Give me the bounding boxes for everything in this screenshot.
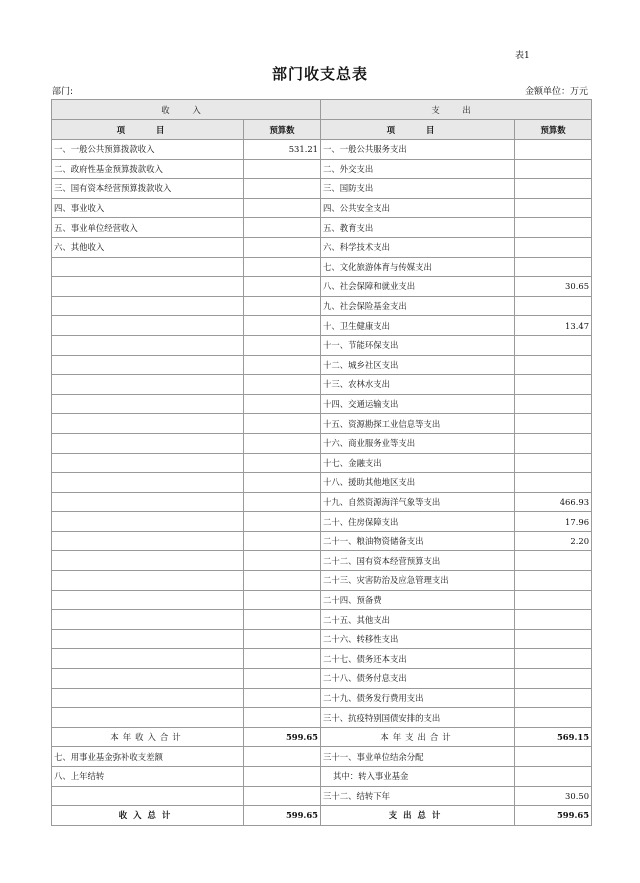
expense-amount-cell xyxy=(515,473,592,493)
expense-item-cell: 七、文化旅游体育与传媒支出 xyxy=(321,257,515,277)
income-item-header: 项 目 xyxy=(52,120,244,140)
expense-item-cell: 二十八、债务付息支出 xyxy=(321,669,515,689)
unit-label: 金额单位：万元 xyxy=(524,87,588,97)
income-amount-cell xyxy=(244,492,321,512)
expense-item-cell: 五、教育支出 xyxy=(321,218,515,238)
expense-item-cell: 十、卫生健康支出 xyxy=(321,316,515,336)
revenue-expenditure-table xyxy=(51,99,592,826)
expense-amount-cell xyxy=(515,708,592,728)
income-group-header: 收 入 xyxy=(52,100,321,120)
department-label: 部门: xyxy=(52,87,74,97)
column-header-row xyxy=(52,120,592,140)
table-row xyxy=(52,649,592,669)
income-amount-cell xyxy=(244,629,321,649)
income-item-cell xyxy=(52,512,244,532)
table-row xyxy=(52,140,592,160)
table-row xyxy=(52,492,592,512)
income-amount-cell xyxy=(244,531,321,551)
income-amount-cell xyxy=(244,296,321,316)
table-row xyxy=(52,159,592,179)
table-row xyxy=(52,610,592,630)
expense-amount-cell xyxy=(515,767,592,787)
income-amount-cell xyxy=(244,237,321,257)
table-row xyxy=(52,551,592,571)
table-row xyxy=(52,316,592,336)
table-row xyxy=(52,531,592,551)
expense-item-cell: 十四、交通运输支出 xyxy=(321,394,515,414)
table-row xyxy=(52,198,592,218)
expense-amount-cell xyxy=(515,394,592,414)
income-item-cell xyxy=(52,277,244,297)
expense-item-cell: 八、社会保障和就业支出 xyxy=(321,277,515,297)
income-item-cell: 六、其他收入 xyxy=(52,237,244,257)
expense-item-cell: 十一、节能环保支出 xyxy=(321,335,515,355)
expense-item-cell: 二十四、预备费 xyxy=(321,590,515,610)
income-item-cell xyxy=(52,786,244,806)
income-item-cell xyxy=(52,394,244,414)
expense-item-cell: 十八、援助其他地区支出 xyxy=(321,473,515,493)
expense-item-cell: 三、国防支出 xyxy=(321,179,515,199)
income-item-cell xyxy=(52,551,244,571)
expense-amount-cell xyxy=(515,453,592,473)
expense-item-cell: 十九、自然资源海洋气象等支出 xyxy=(321,492,515,512)
income-item-cell xyxy=(52,590,244,610)
table-row xyxy=(52,335,592,355)
expense-amount-cell: 17.96 xyxy=(515,512,592,532)
income-amount-cell xyxy=(244,433,321,453)
expense-item-cell: 十七、金融支出 xyxy=(321,453,515,473)
table-row xyxy=(52,708,592,728)
income-amount-cell xyxy=(244,453,321,473)
income-amount-cell xyxy=(244,590,321,610)
income-item-cell: 一、一般公共预算拨款收入 xyxy=(52,140,244,160)
income-item-cell xyxy=(52,296,244,316)
income-item-cell xyxy=(52,375,244,395)
expense-item-cell: 九、社会保险基金支出 xyxy=(321,296,515,316)
expense-amount-cell xyxy=(515,140,592,160)
income-item-cell xyxy=(52,669,244,689)
table-row xyxy=(52,669,592,689)
page-title: 部门收支总表 xyxy=(271,65,368,83)
expense-item-cell: 二十二、国有资本经营预算支出 xyxy=(321,551,515,571)
expense-item-cell: 二十六、转移性支出 xyxy=(321,629,515,649)
expense-item-cell: 一、一般公共服务支出 xyxy=(321,140,515,160)
table-row xyxy=(52,257,592,277)
income-amount-cell xyxy=(244,767,321,787)
income-amount-cell: 531.21 xyxy=(244,140,321,160)
expense-item-cell: 十三、农林水支出 xyxy=(321,375,515,395)
income-amount-cell xyxy=(244,512,321,532)
expense-amount-cell xyxy=(515,296,592,316)
year-total-row xyxy=(52,727,592,747)
income-grand-total-label: 收入总计 xyxy=(52,806,244,826)
expense-year-total-label: 本年支出合计 xyxy=(321,727,515,747)
table-row xyxy=(52,179,592,199)
expense-item-cell: 二十、住房保障支出 xyxy=(321,512,515,532)
table-number: 表1 xyxy=(515,51,530,61)
income-item-cell xyxy=(52,473,244,493)
income-item-cell xyxy=(52,335,244,355)
expense-amount-cell xyxy=(515,747,592,767)
income-amount-cell xyxy=(244,649,321,669)
expense-amount-cell xyxy=(515,414,592,434)
expense-item-cell: 十五、资源勘探工业信息等支出 xyxy=(321,414,515,434)
expense-item-cell: 二十九、债务发行费用支出 xyxy=(321,688,515,708)
income-item-cell xyxy=(52,649,244,669)
income-amount-cell xyxy=(244,316,321,336)
income-amount-cell xyxy=(244,218,321,238)
income-year-total-amount: 599.65 xyxy=(244,727,321,747)
table-row xyxy=(52,394,592,414)
expense-amount-cell xyxy=(515,218,592,238)
expense-item-cell: 二、外交支出 xyxy=(321,159,515,179)
table-row xyxy=(52,277,592,297)
income-amount-cell xyxy=(244,571,321,591)
income-amount-cell xyxy=(244,198,321,218)
expense-year-total-amount: 569.15 xyxy=(515,727,592,747)
income-item-cell: 三、国有资本经营预算拨款收入 xyxy=(52,179,244,199)
table-row xyxy=(52,218,592,238)
income-amount-cell xyxy=(244,669,321,689)
expense-amount-cell xyxy=(515,571,592,591)
expense-amount-cell: 2.20 xyxy=(515,531,592,551)
table-row xyxy=(52,786,592,806)
expense-item-cell: 三十二、结转下年 xyxy=(321,786,515,806)
table-row xyxy=(52,433,592,453)
income-item-cell xyxy=(52,629,244,649)
income-amount-cell xyxy=(244,551,321,571)
income-item-cell xyxy=(52,433,244,453)
table-row xyxy=(52,473,592,493)
expense-item-header: 项 目 xyxy=(321,120,515,140)
income-amount-cell xyxy=(244,335,321,355)
table-row xyxy=(52,629,592,649)
expense-amount-cell xyxy=(515,237,592,257)
table-row xyxy=(52,688,592,708)
expense-item-cell: 十六、商业服务业等支出 xyxy=(321,433,515,453)
expense-amount-cell: 30.50 xyxy=(515,786,592,806)
expense-item-cell: 二十三、灾害防治及应急管理支出 xyxy=(321,571,515,591)
expense-item-cell: 四、公共安全支出 xyxy=(321,198,515,218)
expense-budget-header: 预算数 xyxy=(515,120,592,140)
expense-amount-cell xyxy=(515,335,592,355)
grand-total-row xyxy=(52,806,592,826)
expense-amount-cell xyxy=(515,610,592,630)
income-item-cell xyxy=(52,257,244,277)
table-row xyxy=(52,571,592,591)
income-amount-cell xyxy=(244,786,321,806)
expense-amount-cell xyxy=(515,257,592,277)
expense-amount-cell xyxy=(515,355,592,375)
expense-amount-cell xyxy=(515,375,592,395)
income-item-cell: 四、事业收入 xyxy=(52,198,244,218)
income-amount-cell xyxy=(244,688,321,708)
expense-item-cell: 二十一、粮油物资储备支出 xyxy=(321,531,515,551)
income-amount-cell xyxy=(244,414,321,434)
expense-amount-cell xyxy=(515,433,592,453)
table-row xyxy=(52,296,592,316)
income-amount-cell xyxy=(244,473,321,493)
income-amount-cell xyxy=(244,179,321,199)
income-item-cell xyxy=(52,316,244,336)
table-row xyxy=(52,512,592,532)
expense-amount-cell xyxy=(515,629,592,649)
income-item-cell xyxy=(52,355,244,375)
income-amount-cell xyxy=(244,394,321,414)
table-row xyxy=(52,414,592,434)
expense-grand-total-amount: 599.65 xyxy=(515,806,592,826)
income-item-cell xyxy=(52,492,244,512)
expense-amount-cell: 466.93 xyxy=(515,492,592,512)
expense-amount-cell: 13.47 xyxy=(515,316,592,336)
expense-amount-cell xyxy=(515,590,592,610)
income-amount-cell xyxy=(244,708,321,728)
expense-amount-cell xyxy=(515,159,592,179)
expense-item-cell: 二十五、其他支出 xyxy=(321,610,515,630)
income-item-cell xyxy=(52,414,244,434)
expense-item-cell: 三十、抗疫特别国债安排的支出 xyxy=(321,708,515,728)
income-item-cell: 二、政府性基金预算拨款收入 xyxy=(52,159,244,179)
expense-item-cell: 三十一、事业单位结余分配 xyxy=(321,747,515,767)
table-row xyxy=(52,747,592,767)
table-row xyxy=(52,237,592,257)
income-item-cell: 八、上年结转 xyxy=(52,767,244,787)
income-item-cell xyxy=(52,708,244,728)
income-amount-cell xyxy=(244,257,321,277)
expense-amount-cell xyxy=(515,551,592,571)
income-item-cell xyxy=(52,688,244,708)
expense-amount-cell: 30.65 xyxy=(515,277,592,297)
income-item-cell: 五、事业单位经营收入 xyxy=(52,218,244,238)
expense-item-cell: 十二、城乡社区支出 xyxy=(321,355,515,375)
income-amount-cell xyxy=(244,747,321,767)
table-row xyxy=(52,590,592,610)
income-item-cell xyxy=(52,453,244,473)
expense-group-header: 支 出 xyxy=(321,100,592,120)
group-header-row xyxy=(52,100,592,120)
table-row xyxy=(52,355,592,375)
income-amount-cell xyxy=(244,355,321,375)
expense-item-cell: 六、科学技术支出 xyxy=(321,237,515,257)
expense-amount-cell xyxy=(515,649,592,669)
table-row xyxy=(52,375,592,395)
income-amount-cell xyxy=(244,375,321,395)
income-budget-header: 预算数 xyxy=(244,120,321,140)
expense-item-cell: 其中：转入事业基金 xyxy=(321,767,515,787)
income-amount-cell xyxy=(244,277,321,297)
expense-amount-cell xyxy=(515,688,592,708)
income-item-cell xyxy=(52,571,244,591)
income-grand-total-amount: 599.65 xyxy=(244,806,321,826)
income-item-cell: 七、用事业基金弥补收支差额 xyxy=(52,747,244,767)
expense-amount-cell xyxy=(515,198,592,218)
table-row xyxy=(52,767,592,787)
income-amount-cell xyxy=(244,159,321,179)
income-year-total-label: 本年收入合计 xyxy=(52,727,244,747)
expense-amount-cell xyxy=(515,179,592,199)
expense-grand-total-label: 支出总计 xyxy=(321,806,515,826)
table-row xyxy=(52,453,592,473)
expense-amount-cell xyxy=(515,669,592,689)
expense-item-cell: 二十七、债务还本支出 xyxy=(321,649,515,669)
income-amount-cell xyxy=(244,610,321,630)
income-item-cell xyxy=(52,531,244,551)
income-item-cell xyxy=(52,610,244,630)
